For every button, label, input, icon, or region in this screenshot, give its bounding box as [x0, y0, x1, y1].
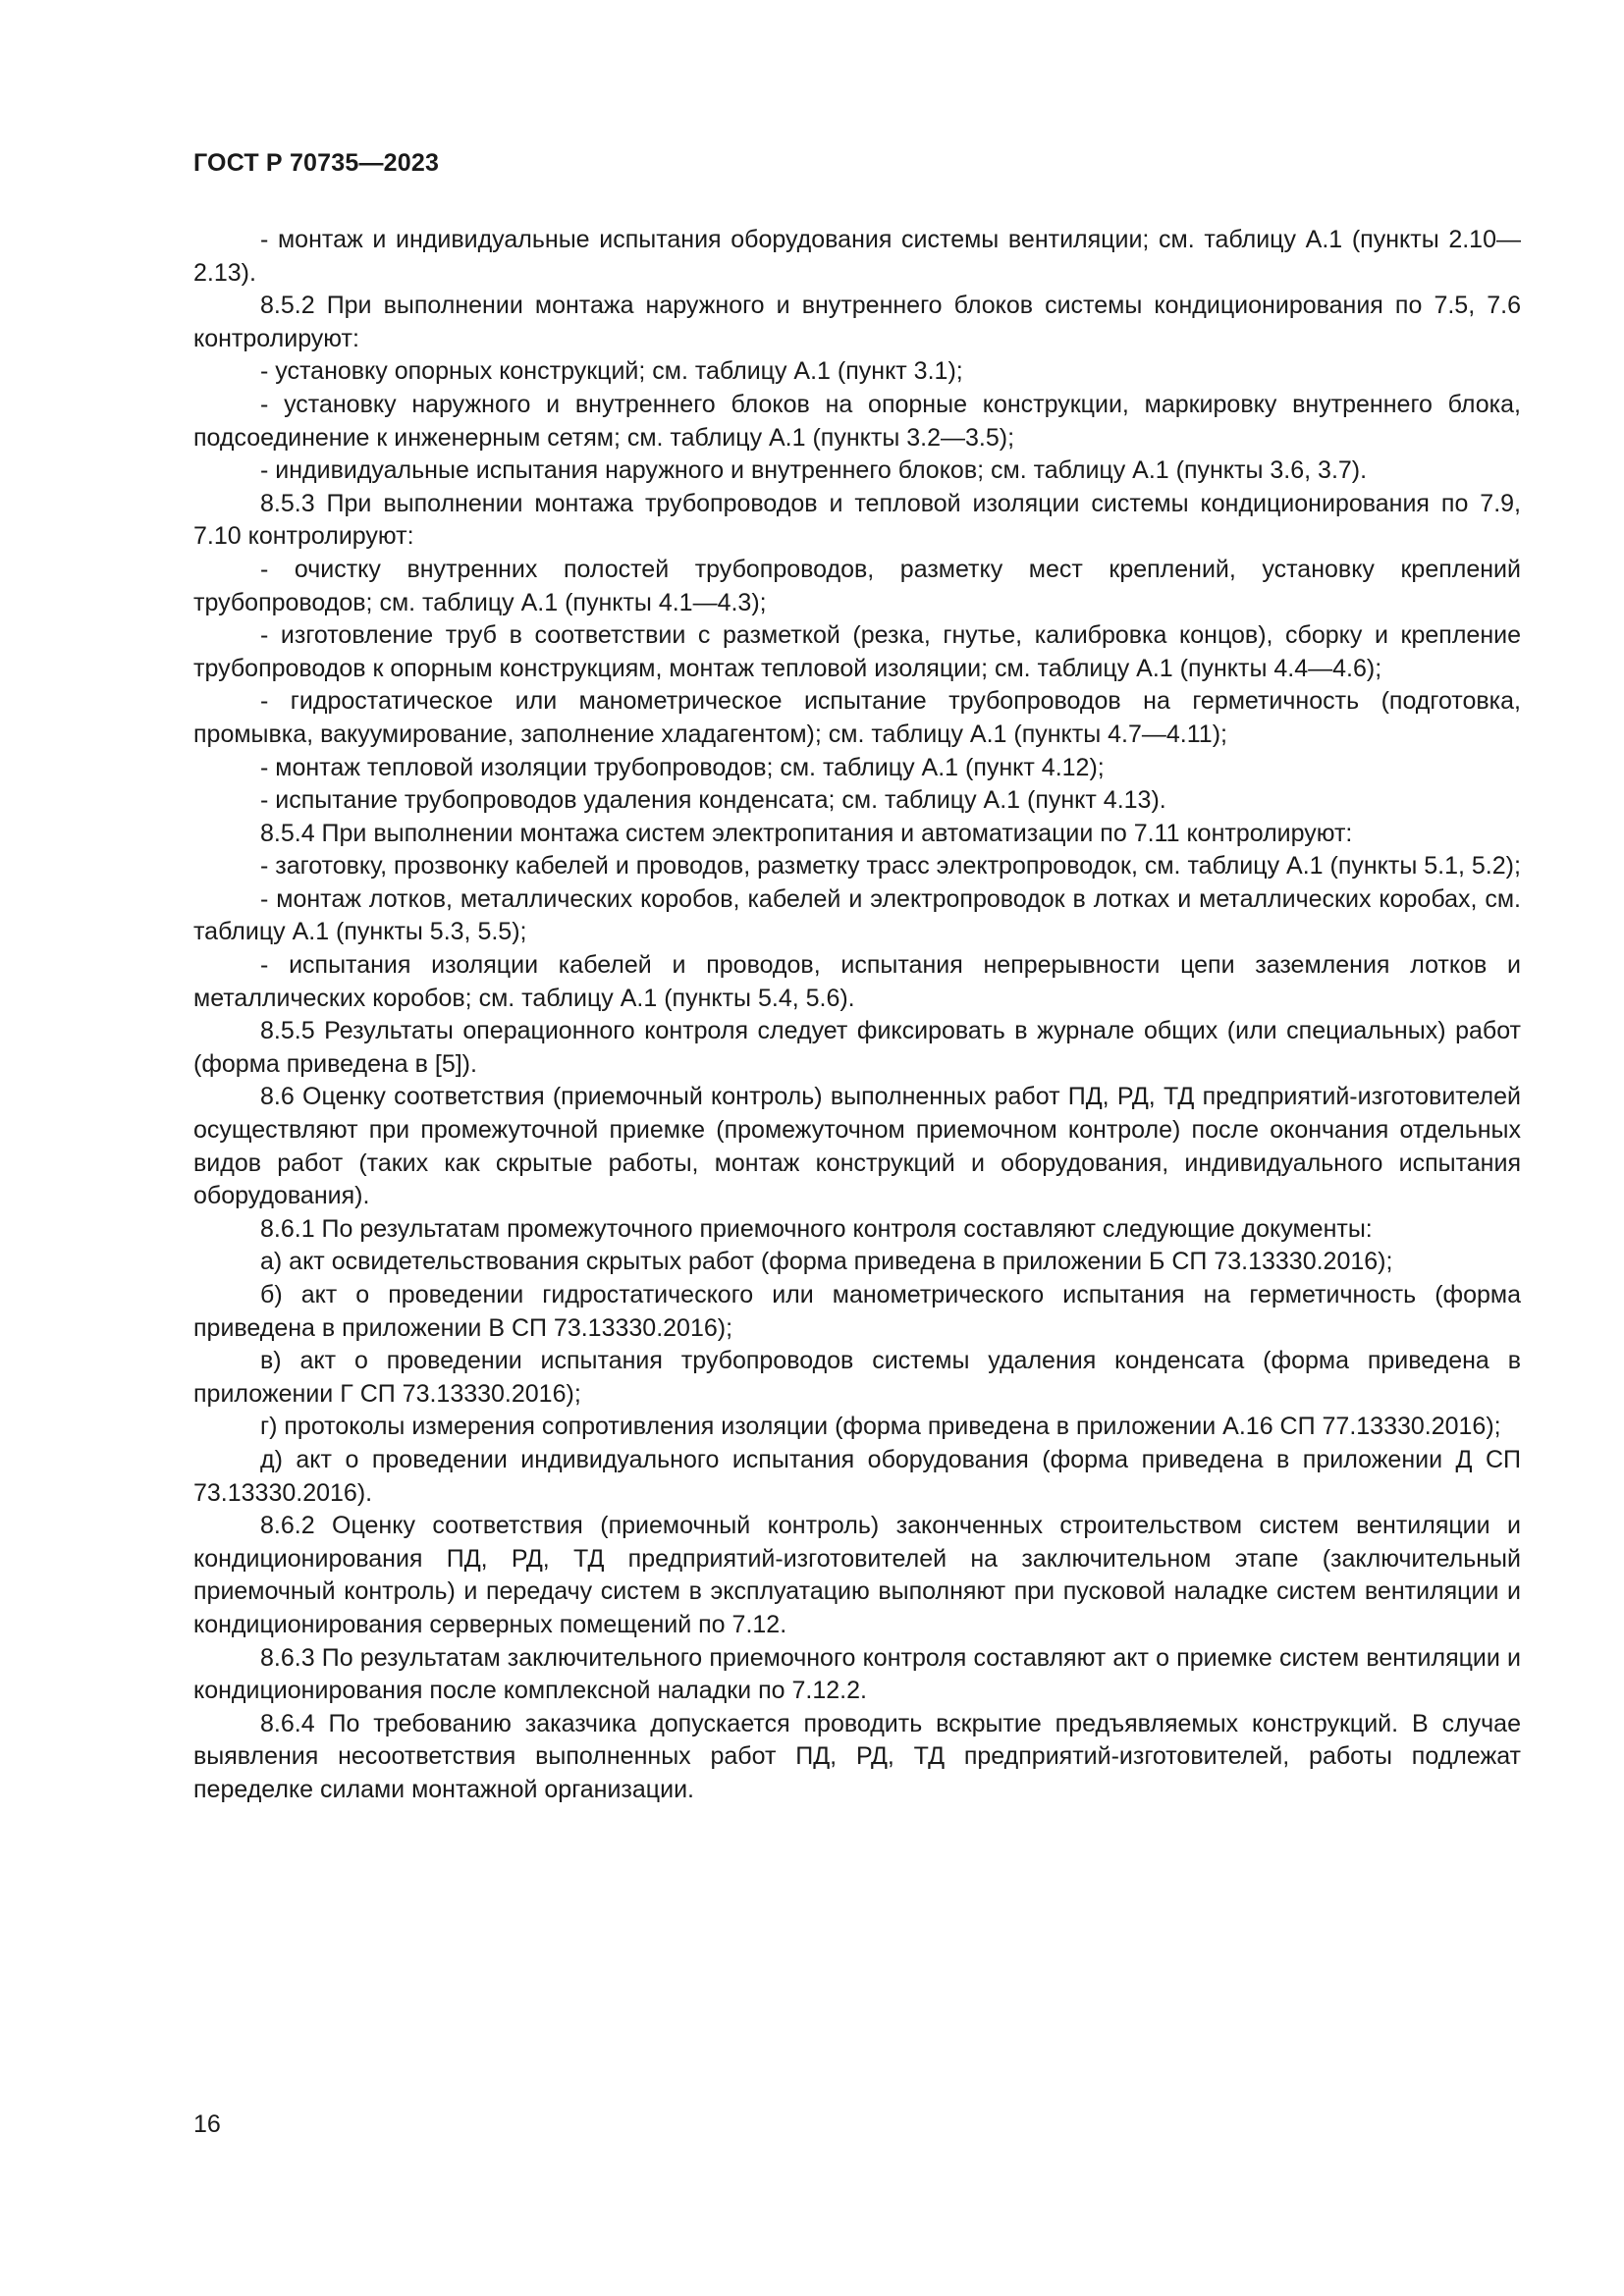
paragraph-list-item-a: а) акт освидетельствования скрытых работ (форма приведена в приложении Б СП 73.13330.2016);	[260, 1248, 1393, 1276]
document-code-header: ГОСТ Р 70735—2023	[193, 149, 440, 177]
paragraph-list-item: - монтаж и индивидуальные испытания оборудования системы вентиляции; см. таблицу А.1 (пункты 2.10—2.13).	[193, 226, 1521, 287]
paragraph-list-item: - гидростатическое или манометрическое испытание трубопроводов на герметичность (подготовка, промывка, вакуумирование, заполнение хладагентом); см. таблицу А.1 (пункты 4.7—4.11);	[193, 687, 1521, 748]
paragraph-section-8-6-1: 8.6.1 По результатам промежуточного приемочного контроля составляют следующие документы:	[260, 1214, 1373, 1243]
paragraph-section-8-6-4: 8.6.4 По требованию заказчика допускается проводить вскрытие предъявляемых конструкций. В случае выявления несоответствия выполненных работ ПД, РД, ТД предприятий-изготовителей, работы подлежат переделке силами монтажной организации.	[193, 1709, 1521, 1803]
paragraph-list-item: - монтаж тепловой изоляции трубопроводов; см. таблицу А.1 (пункт 4.12);	[260, 753, 1105, 781]
paragraph-list-item: - испытания изоляции кабелей и проводов, испытания непрерывности цепи заземления лотков и металлических коробов; см. таблицу А.1 (пункты 5.4, 5.6).	[193, 951, 1521, 1012]
paragraph-section-8-6: 8.6 Оценку соответствия (приемочный контроль) выполненных работ ПД, РД, ТД предприятий-изготовителей осуществляют при промежуточной приемке (промежуточном приемочном контроле) после окончания отдельных видов работ (таких как скрытые работы, монтаж конструкций и оборудования, индивидуального испытания оборудования).	[193, 1083, 1521, 1210]
paragraph-list-item-g: г) протоколы измерения сопротивления изоляции (форма приведена в приложении А.16 СП 77.13330.2016);	[260, 1413, 1501, 1441]
paragraph-list-item: - испытание трубопроводов удаления конденсата; см. таблицу А.1 (пункт 4.13).	[260, 786, 1166, 815]
paragraph-section-8-5-2: 8.5.2 При выполнении монтажа наружного и внутреннего блоков системы кондиционирования по 7.5, 7.6 контролируют:	[193, 292, 1521, 352]
paragraph-section-8-6-3: 8.6.3 По результатам заключительного приемочного контроля составляют акт о приемке систем вентиляции и кондиционирования после комплексной наладки по 7.12.2.	[193, 1643, 1521, 1705]
document-body	[193, 224, 1521, 1807]
paragraph-section-8-5-5: 8.5.5 Результаты операционного контроля следует фиксировать в журнале общих (или специальных) работ (форма приведена в [5]).	[193, 1017, 1521, 1078]
paragraph-list-item-v: в) акт о проведении испытания трубопроводов системы удаления конденсата (форма приведена в приложении Г СП 73.13330.2016);	[193, 1347, 1521, 1408]
paragraph-list-item: - индивидуальные испытания наружного и внутреннего блоков; см. таблицу А.1 (пункты 3.6, 3.7).	[260, 456, 1368, 485]
paragraph-section-8-5-4: 8.5.4 При выполнении монтажа систем электропитания и автоматизации по 7.11 контролируют:	[260, 819, 1353, 847]
paragraph-list-item: - монтаж лотков, металлических коробов, кабелей и электропроводок в лотках и металлических коробах, см. таблицу А.1 (пункты 5.3, 5.5);	[193, 884, 1521, 946]
paragraph-list-item: - установку опорных конструкций; см. таблицу А.1 (пункт 3.1);	[260, 357, 963, 386]
paragraph-list-item: - заготовку, прозвонку кабелей и проводов, разметку трасс электропроводок, см. таблицу А.1 (пункты 5.1, 5.2);	[260, 852, 1521, 881]
paragraph-list-item: - изготовление труб в соответствии с разметкой (резка, гнутье, калибровка концов), сборку и крепление трубопроводов к опорным конструкциям, монтаж тепловой изоляции; см. таблицу А.1 (пункты 4.4—4.6);	[193, 621, 1521, 682]
paragraph-list-item: - установку наружного и внутреннего блоков на опорные конструкции, маркировку внутреннего блока, подсоединение к инженерным сетям; см. таблицу А.1 (пункты 3.2—3.5);	[193, 390, 1521, 452]
paragraph-section-8-5-3: 8.5.3 При выполнении монтажа трубопроводов и тепловой изоляции системы кондиционирования по 7.9, 7.10 контролируют:	[193, 489, 1521, 551]
paragraph-list-item-d: д) акт о проведении индивидуального испытания оборудования (форма приведена в приложении Д СП 73.13330.2016).	[193, 1445, 1521, 1507]
paragraph-list-item-b: б) акт о проведении гидростатического или манометрического испытания на герметичность (форма приведена в приложении В СП 73.13330.2016);	[193, 1281, 1521, 1342]
page-number: 16	[193, 2110, 221, 2138]
paragraph-section-8-6-2: 8.6.2 Оценку соответствия (приемочный контроль) законченных строительством систем вентиляции и кондиционирования ПД, РД, ТД предприятий-изготовителей на заключительном этапе (заключительный приемочный контроль) и передачу систем в эксплуатацию выполняют при пусковой наладке систем вентиляции и кондиционирования серверных помещений по 7.12.	[193, 1512, 1521, 1638]
paragraph-list-item: - очистку внутренних полостей трубопроводов, разметку мест креплений, установку креплений трубопроводов; см. таблицу А.1 (пункты 4.1—4.3);	[193, 555, 1521, 616]
